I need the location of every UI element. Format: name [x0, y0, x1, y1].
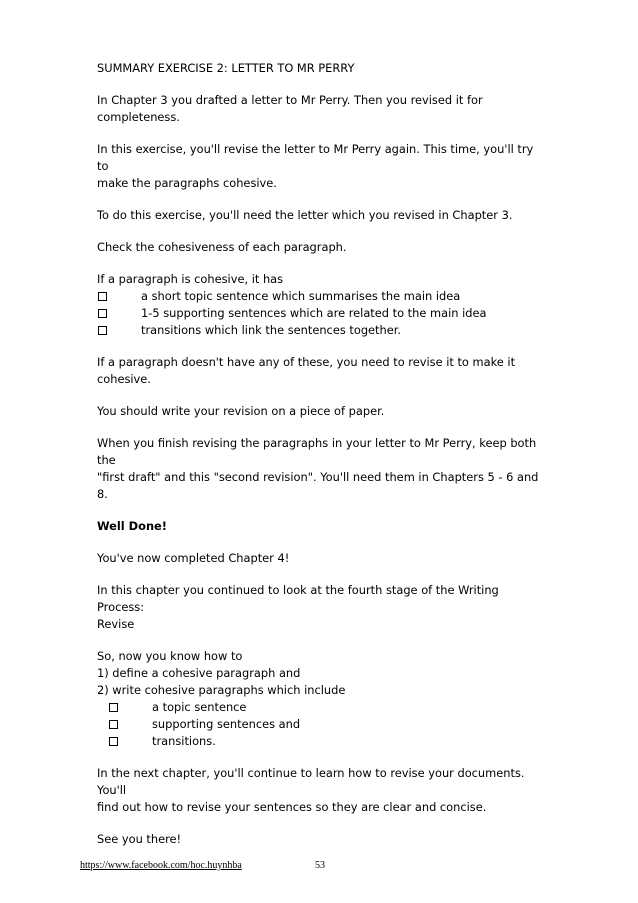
list-item — [97, 305, 547, 322]
summary-line-2: 2) write cohesive paragraphs which include — [97, 683, 346, 697]
list-item-text: transitions which link the sentences together. — [141, 323, 402, 337]
well-done-heading: Well Done! — [97, 519, 167, 533]
list-item — [97, 699, 547, 716]
empty-checkbox-icon — [109, 720, 118, 729]
empty-checkbox-icon — [109, 703, 118, 712]
list-item-text: a topic sentence — [152, 700, 247, 714]
checklist-cohesive — [97, 288, 547, 339]
document-body — [97, 60, 547, 863]
paragraph-chapter-summary: In this chapter you continued to look at the fourth stage of the Writing Process: Revise — [97, 583, 499, 631]
list-item — [97, 322, 547, 339]
list-item — [97, 716, 547, 733]
paragraph-completed: You've now completed Chapter 4! — [97, 551, 290, 565]
paragraph-exercise: In this exercise, you'll revise the letter to Mr Perry again. This time, you'll try to make the paragraphs cohesive. — [97, 142, 534, 190]
paragraph-keep-drafts: When you finish revising the paragraphs in your letter to Mr Perry, keep both the "first draft" and this "second revision". You'll need them in Chapters 5 - 6 and 8. — [97, 436, 539, 501]
checklist-intro: If a paragraph is cohesive, it has — [97, 272, 284, 286]
paragraph-revise: If a paragraph doesn't have any of these, you need to revise it to make it cohesive. — [97, 355, 516, 386]
list-item — [97, 288, 547, 305]
list-item-text: a short topic sentence which summarises the main idea — [141, 289, 461, 303]
page-number: 53 — [315, 860, 325, 871]
paragraph-intro: In Chapter 3 you drafted a letter to Mr Perry. Then you revised it for completeness. — [97, 93, 483, 124]
paragraph-sign-off: See you there! — [97, 832, 182, 846]
list-item-text: supporting sentences and — [152, 717, 301, 731]
paragraph-paper: You should write your revision on a piece of paper. — [97, 404, 385, 418]
empty-checkbox-icon — [109, 737, 118, 746]
list-item — [97, 733, 547, 750]
list-item-text: transitions. — [152, 734, 216, 748]
paragraph-instructions: To do this exercise, you'll need the letter which you revised in Chapter 3. — [97, 208, 513, 222]
paragraph-next-chapter: In the next chapter, you'll continue to learn how to revise your documents. You'll find out how to revise your sentences so they are clear and concise. — [97, 766, 525, 814]
exercise-heading: SUMMARY EXERCISE 2: LETTER TO MR PERRY — [97, 61, 355, 75]
checklist-paragraph-parts — [97, 699, 547, 750]
list-item-text: 1-5 supporting sentences which are related to the main idea — [141, 306, 487, 320]
empty-checkbox-icon — [98, 309, 107, 318]
summary-intro: So, now you know how to — [97, 649, 243, 663]
page-footer — [80, 860, 325, 871]
empty-checkbox-icon — [98, 326, 107, 335]
empty-checkbox-icon — [98, 292, 107, 301]
summary-line-1: 1) define a cohesive paragraph and — [97, 666, 301, 680]
paragraph-check: Check the cohesiveness of each paragraph. — [97, 240, 347, 254]
footer-url-link[interactable]: https://www.facebook.com/hoc.huynhba — [80, 860, 242, 871]
